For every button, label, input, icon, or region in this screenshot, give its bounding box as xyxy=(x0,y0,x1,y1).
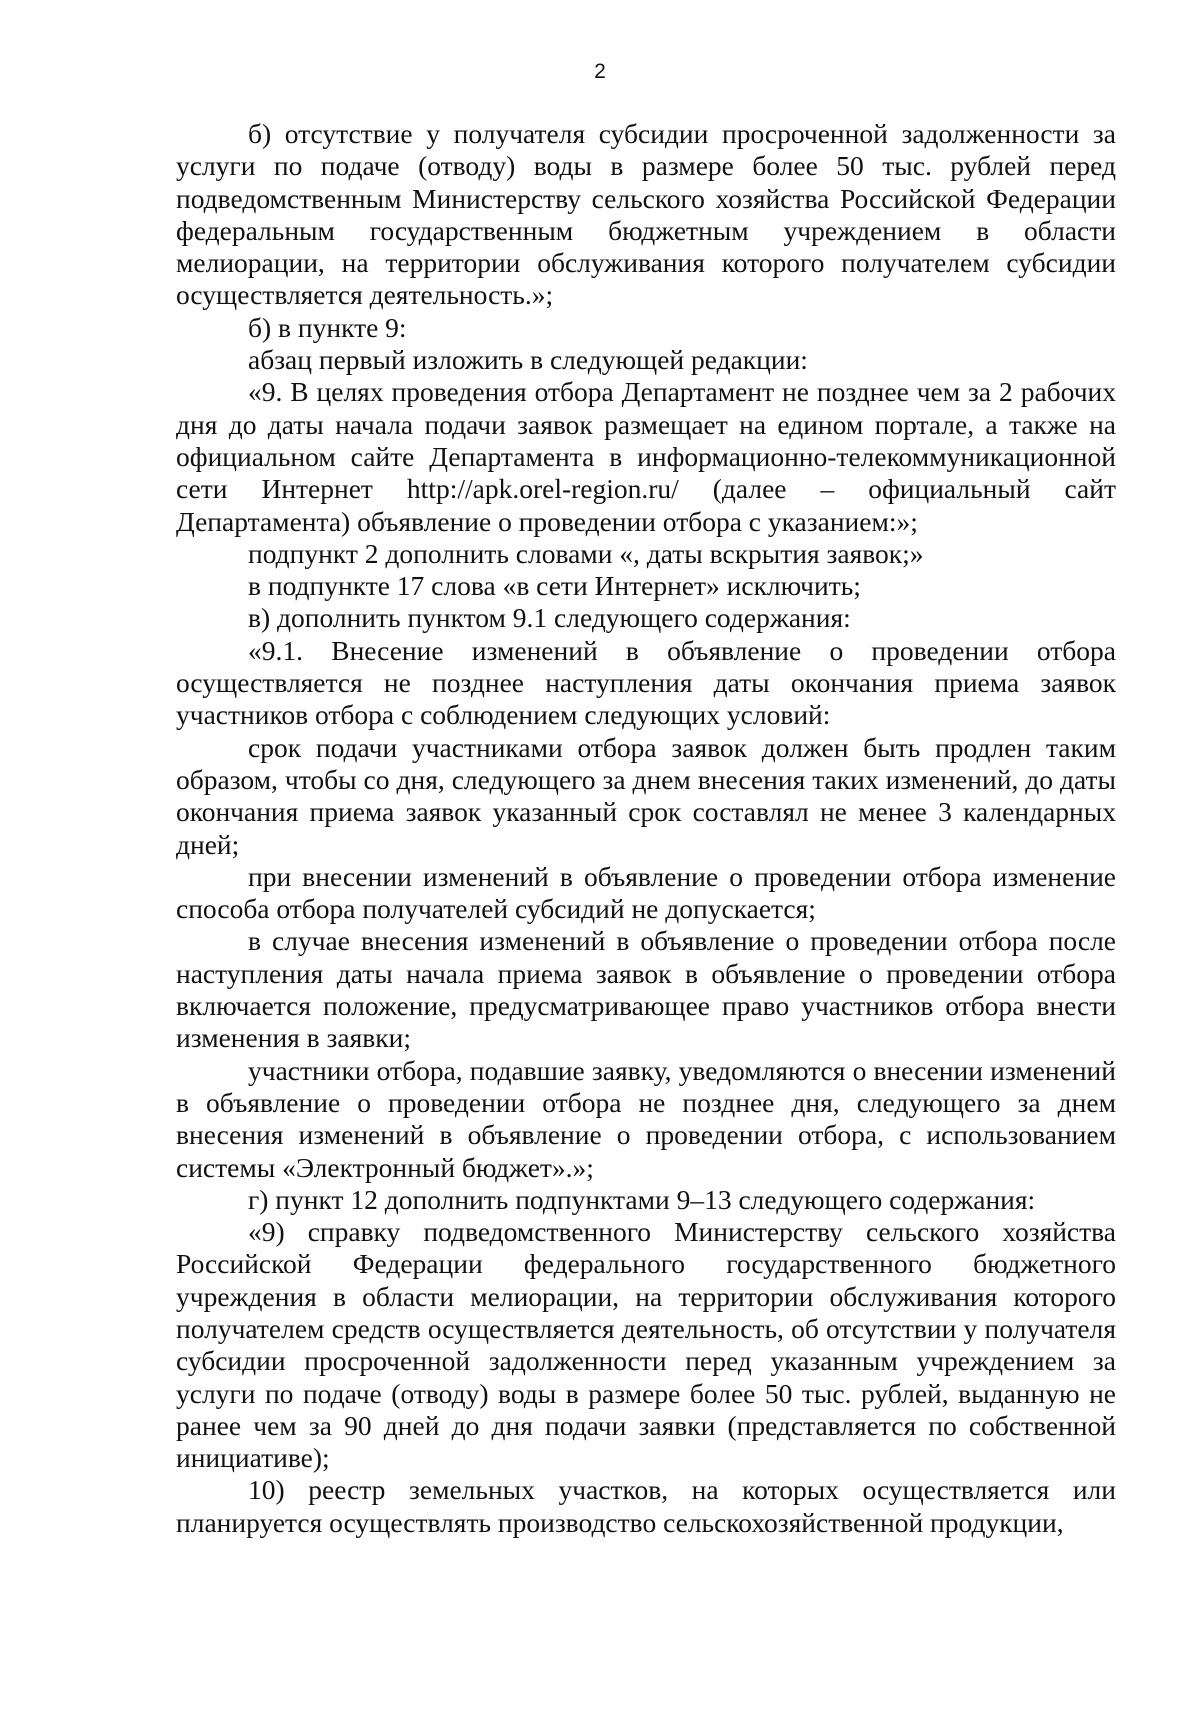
page-number: 2 xyxy=(594,60,606,83)
paragraph-11: в случае внесения изменений в объявление о проведении отбора после наступления даты начала приема заявок в объявление о проведении отбора включается положение, предусматривающее право участников отбора внести изменения в заявки; xyxy=(176,925,1116,1054)
paragraph-2: б) в пункте 9: xyxy=(248,311,407,343)
paragraph-8: «9.1. Внесение изменений в объявление о проведении отбора осуществляется не позднее наступления даты окончания приема заявок участников отбора с соблюдением следующих условий: xyxy=(176,634,1116,731)
paragraph-9: срок подачи участниками отбора заявок должен быть продлен таким образом, чтобы со дня, следующего за днем внесения таких изменений, до даты окончания приема заявок указанный срок составлял не менее 3 календарных дней; xyxy=(176,731,1116,860)
paragraph-6: в подпункте 17 слова «в сети Интернет» исключить; xyxy=(248,570,861,602)
paragraph-7: в) дополнить пунктом 9.1 следующего содержания: xyxy=(248,602,851,634)
paragraph-12: участники отбора, подавшие заявку, уведомляются о внесении изменений в объявление о проведении отбора не позднее дня, следующего за днем внесения изменений в объявление о проведении отбора, с использованием системы «Электронный бюджет».»; xyxy=(176,1054,1116,1183)
paragraph-5: подпункт 2 дополнить словами «, даты вскрытия заявок;» xyxy=(248,537,924,569)
paragraph-10: при внесении изменений в объявление о проведении отбора изменение способа отбора получателей субсидий не допускается; xyxy=(176,860,1116,925)
paragraph-3: абзац первый изложить в следующей редакции: xyxy=(248,344,808,376)
paragraph-14: «9) справку подведомственного Министерству сельского хозяйства Российской Федерации федерального государственного бюджетного учреждения в области мелиорации, на территории обслуживания которого получателем средств осуществляется деятельность, об отсутствии у получателя субсидии просроченной задолженности перед указанным учреждением за услуги по подаче (отводу) воды в размере более 50 тыс. рублей, выданную не ранее чем за 90 дней до дня подачи заявки (представляется по собственной инициативе); xyxy=(176,1216,1116,1474)
document-body xyxy=(176,118,1116,1539)
paragraph-1: б) отсутствие у получателя субсидии просроченной задолженности за услуги по подаче (отводу) воды в размере более 50 тыс. рублей перед подведомственным Министерству сельского хозяйства Российской Федерации федеральным государственным бюджетным учреждением в области мелиорации, на территории обслуживания которого получателем субсидии осуществляется деятельность.»; xyxy=(176,118,1116,311)
paragraph-4: «9. В целях проведения отбора Департамент не позднее чем за 2 рабочих дня до даты начала подачи заявок размещает на едином портале, а также на официальном сайте Департамента в информационно-телекоммуникационной сети Интернет http://apk.orel-region.ru/ (далее – официальный сайт Департамента) объявление о проведении отбора с указанием:»; xyxy=(176,376,1116,537)
paragraph-13: г) пункт 12 дополнить подпунктами 9–13 следующего содержания: xyxy=(248,1183,1036,1215)
paragraph-15: 10) реестр земельных участков, на которых осуществляется или планируется осуществлять производство сельскохозяйственной продукции, xyxy=(176,1474,1116,1538)
